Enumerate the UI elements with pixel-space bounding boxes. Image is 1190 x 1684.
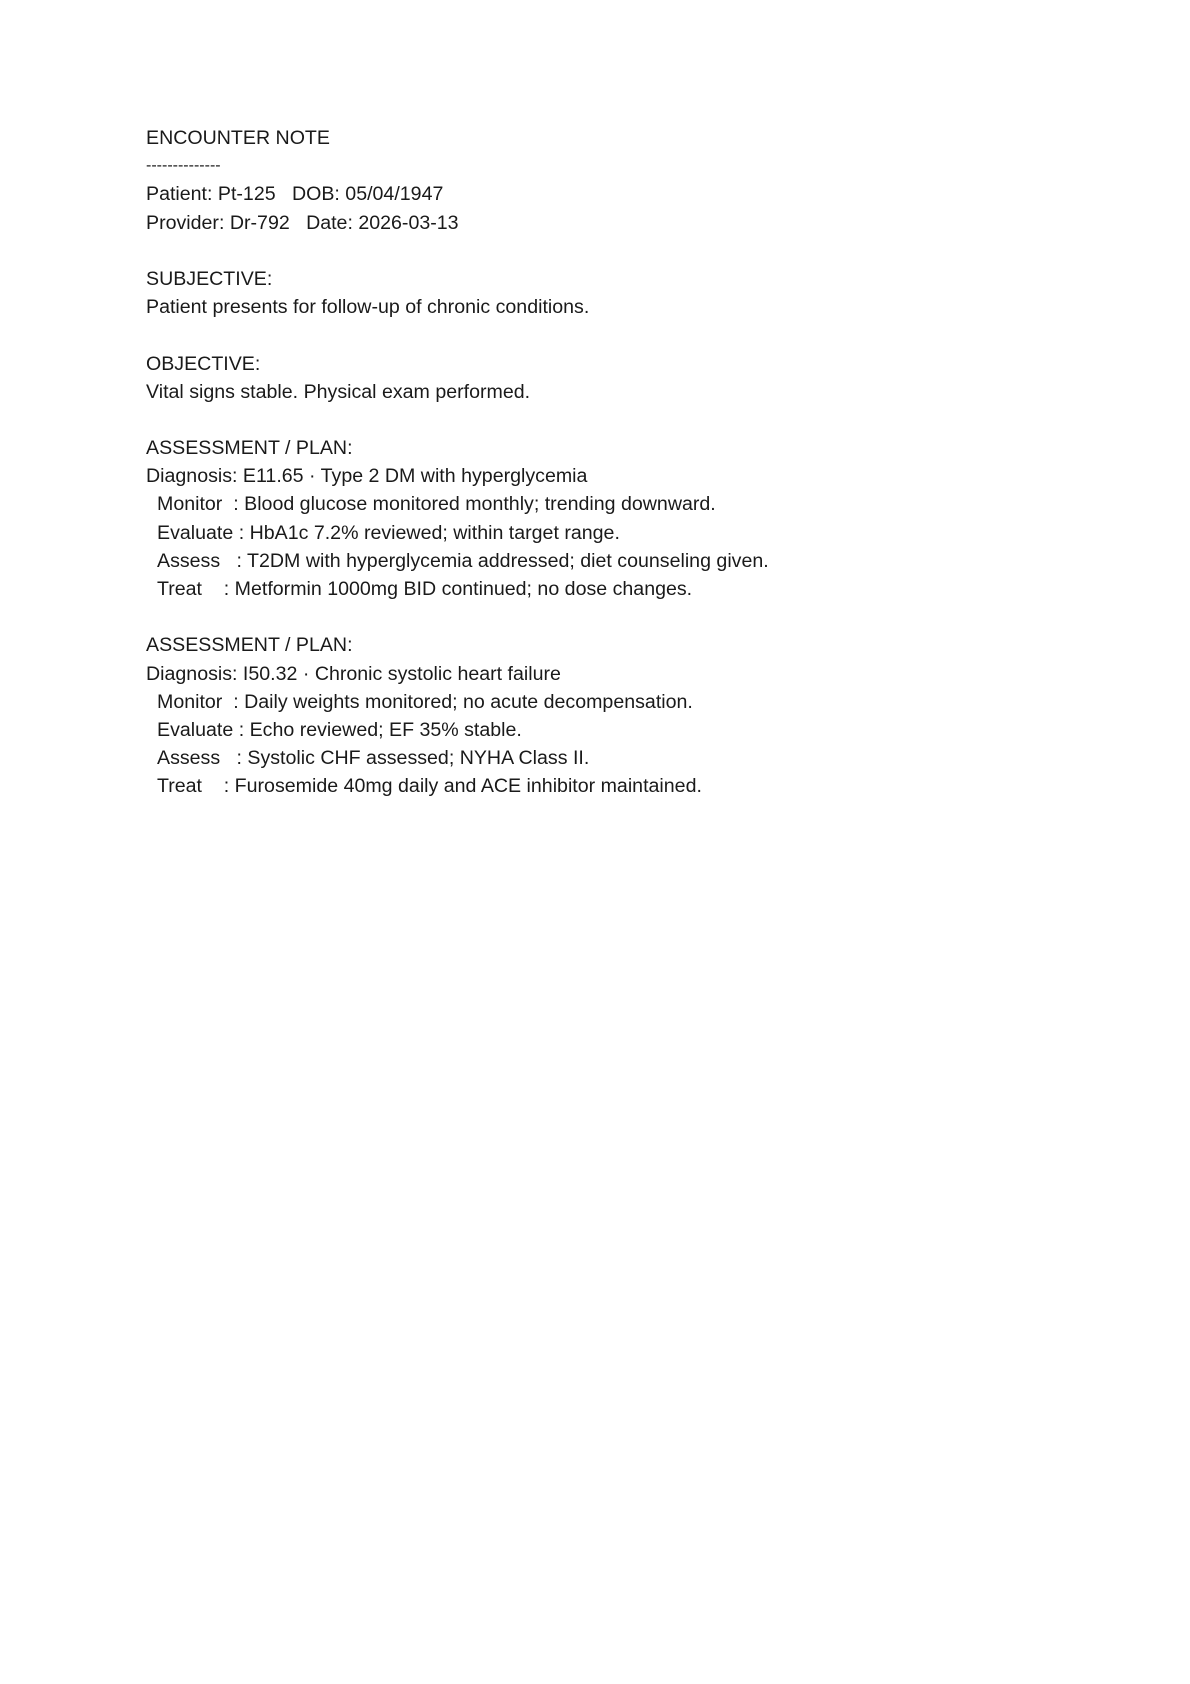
plan-item-label: Treat — [157, 578, 224, 600]
plan-item-text: : Daily weights monitored; no acute decompensation. — [233, 690, 693, 713]
plan-item-treat — [146, 575, 1106, 603]
note-title: ENCOUNTER NOTE — [146, 127, 330, 149]
plan-item-label: Evaluate — [157, 718, 239, 741]
plan-item-treat — [146, 772, 1106, 800]
plan-item-text: : HbA1c 7.2% reviewed; within target range. — [238, 521, 620, 544]
spacer — [146, 237, 1106, 265]
plan-item-text: : Blood glucose monitored monthly; trending downward. — [233, 493, 716, 516]
plan-item-label: Assess — [157, 747, 237, 770]
spacer — [146, 603, 1106, 631]
plan-item-monitor — [146, 490, 1106, 518]
subjective-heading: SUBJECTIVE: — [146, 267, 273, 290]
patient-line: Patient: Pt-125 DOB: 05/04/1947 — [146, 183, 444, 206]
plan-item-assess — [146, 744, 1106, 772]
plan-diagnosis: Diagnosis: I50.32 · Chronic systolic heart failure — [146, 662, 561, 685]
plan-item-text: : Echo reviewed; EF 35% stable. — [238, 718, 522, 741]
objective-heading: OBJECTIVE: — [146, 352, 261, 375]
plan-heading: ASSESSMENT / PLAN: — [146, 634, 353, 657]
plan-item-text: : Metformin 1000mg BID continued; no dose changes. — [223, 578, 693, 600]
plan-heading: ASSESSMENT / PLAN: — [146, 437, 353, 460]
encounter-note — [146, 124, 1106, 801]
plan-item-label: Monitor — [157, 690, 234, 713]
provider-line: Provider: Dr-792 Date: 2026-03-13 — [146, 211, 459, 234]
plan-diagnosis: Diagnosis: E11.65 · Type 2 DM with hyperglycemia — [146, 465, 588, 488]
plan-item-evaluate — [146, 716, 1106, 744]
plan-item-label: Treat — [157, 775, 224, 798]
spacer — [146, 321, 1106, 349]
objective-text: Vital signs stable. Physical exam performed. — [146, 380, 531, 403]
assessment-plan-section — [146, 631, 1106, 800]
subjective-text: Patient presents for follow-up of chronic conditions. — [146, 296, 590, 319]
plan-item-label: Evaluate — [157, 521, 239, 544]
plan-item-text: : T2DM with hyperglycemia addressed; diet counseling given. — [236, 549, 769, 572]
plan-item-text: : Systolic CHF assessed; NYHA Class II. — [236, 747, 590, 770]
plan-item-evaluate — [146, 519, 1106, 547]
title-rule: -------------- — [146, 157, 221, 175]
spacer — [146, 406, 1106, 434]
plan-item-text: : Furosemide 40mg daily and ACE inhibitor maintained. — [223, 775, 702, 798]
assessment-plan-section — [146, 434, 1106, 603]
plan-item-label: Monitor — [157, 493, 234, 516]
plan-item-assess — [146, 547, 1106, 575]
plan-item-monitor — [146, 688, 1106, 716]
plan-item-label: Assess — [157, 549, 237, 572]
